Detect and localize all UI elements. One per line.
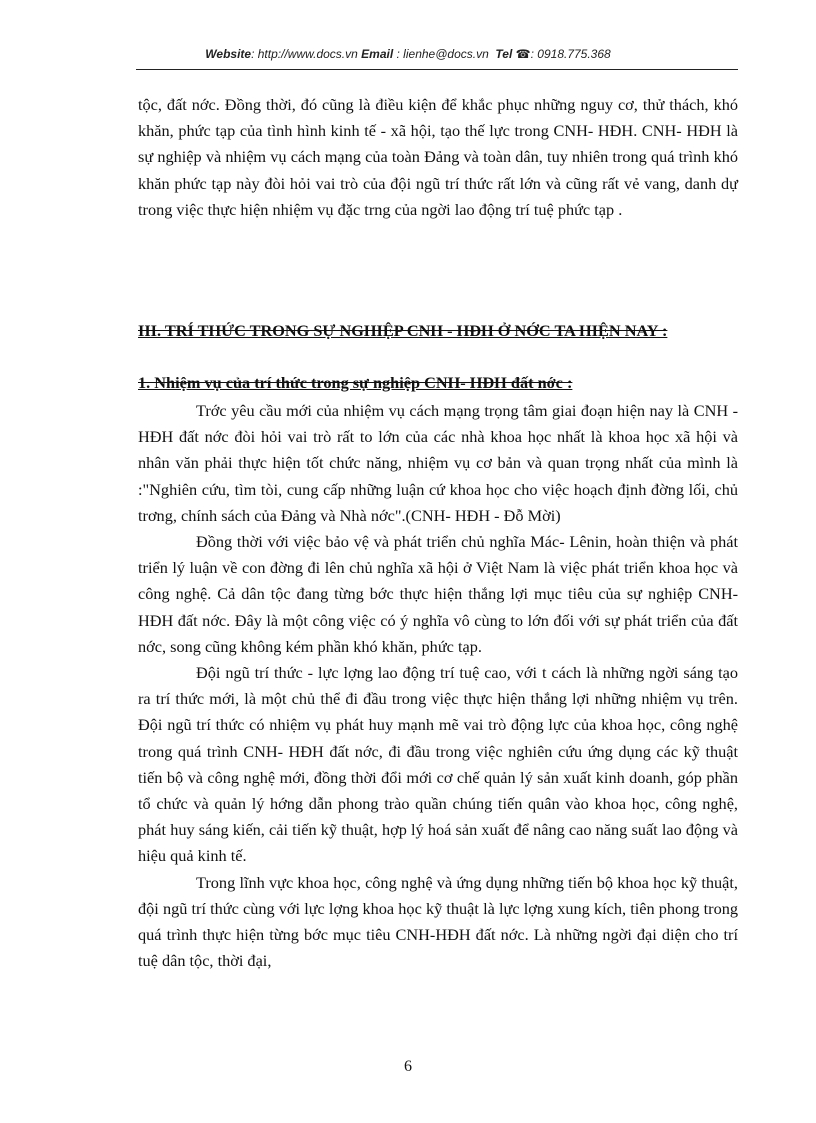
website-value: : http://www.docs.vn xyxy=(251,47,358,61)
intro-paragraph xyxy=(138,92,738,223)
phone-icon: ☎ xyxy=(515,47,531,61)
paragraph-4: Trong lĩnh vực khoa học, công nghệ và ứng dụng những tiến bộ khoa học kỹ thuật, đội ngũ trí thức cùng với lực lợng khoa học kỹ thuật là lực lợng xung kích, tiên phong trong quá trình thực hiện từng bớc mục tiêu CNH-HĐH đất nớc. Là những ngời đại diện cho trí tuệ dân tộc, thời đại, xyxy=(138,872,738,971)
tel-value: : 0918.775.368 xyxy=(530,47,611,61)
paragraph-2: Đồng thời với việc bảo vệ và phát triển chủ nghĩa Mác- Lênin, hoàn thiện và phát triển lý luận về con đờng đi lên chủ nghĩa xã hội ở Việt Nam là việc phát triển khoa học và công nghệ. Cả dân tộc đang từng bớc thực hiện thắng lợi mục tiêu của sự nghiệp CNH- HĐH đất nớc. Đây là một công việc có ý nghĩa vô cùng to lớn đối với sự phát triển của đất nớc, song cũng không kém phần khó khăn, phức tạp. xyxy=(138,532,738,656)
section-heading: III. TRÍ THỨC TRONG SỰ NGHIỆP CNH - HĐH Ở NỚC TA HIỆN NAY : xyxy=(138,321,668,340)
header-rule xyxy=(136,69,738,70)
page-header xyxy=(0,47,816,61)
email-value: : lienhe@docs.vn xyxy=(396,47,489,61)
paragraph-1: Trớc yêu cầu mới của nhiệm vụ cách mạng trọng tâm giai đoạn hiện nay là CNH - HĐH đất nớc đòi hỏi vai trò rất to lớn của các nhà khoa học nhất là khoa học xã hội và nhân văn phải thực hiện tốt chức năng, nhiệm vụ cơ bản và quan trọng nhất của mình là :"Nghiên cứu, tìm tòi, cung cấp những luận cứ khoa học cho việc hoạch định đờng lối, chủ trơng, chính sách của Đảng và Nhà nớc".(CNH- HĐH - Đỗ Mời) xyxy=(138,401,738,525)
paragraph-text: tộc, đất nớc. Đồng thời, đó cũng là điều kiện để khắc phục những nguy cơ, thử thách, khó khăn, phức tạp của tình hình kinh tế - xã hội, tạo thế lực trong CNH- HĐH. CNH- HĐH là sự nghiệp và nhiệm vụ cách mạng của toàn Đảng và toàn dân, tuy nhiên trong quá trình khó khăn phức tạp này đòi hỏi vai trò của đội ngũ trí thức rất lớn và cũng rất vẻ vang, danh dự trong việc thực hiện nhiệm vụ đặc trng của ngời lao động trí tuệ phức tạp . xyxy=(138,95,738,219)
paragraph-3: Đội ngũ trí thức - lực lợng lao động trí tuệ cao, với t cách là những ngời sáng tạo ra trí thức mới, là một chủ thể đi đầu trong việc thực hiện thắng lợi những nhiệm vụ trên. Đội ngũ trí thức có nhiệm vụ phát huy mạnh mẽ vai trò động lực của khoa học, công nghệ trong quá trình CNH- HĐH đất nớc, đi đầu trong việc nghiên cứu ứng dụng các kỹ thuật tiến bộ và công nghệ mới, đồng thời đổi mới cơ chế quản lý sản xuất kinh doanh, góp phần tổ chức và quản lý hớng dẫn phong trào quần chúng tiến quân vào khoa học, công nghệ, phát huy sáng kiến, cải tiến kỹ thuật, hợp lý hoá sản xuất để nâng cao năng suất lao động và hiệu quả kinh tế. xyxy=(138,663,738,866)
tel-label: Tel xyxy=(495,47,513,61)
page-number: 6 xyxy=(404,1058,412,1075)
subsection-heading: 1. Nhiệm vụ của trí thức trong sự nghiệp CNH- HĐH đất nớc : xyxy=(138,373,573,392)
email-label: Email xyxy=(361,47,394,61)
website-label: Website xyxy=(205,47,252,61)
body-paragraphs xyxy=(138,398,738,974)
